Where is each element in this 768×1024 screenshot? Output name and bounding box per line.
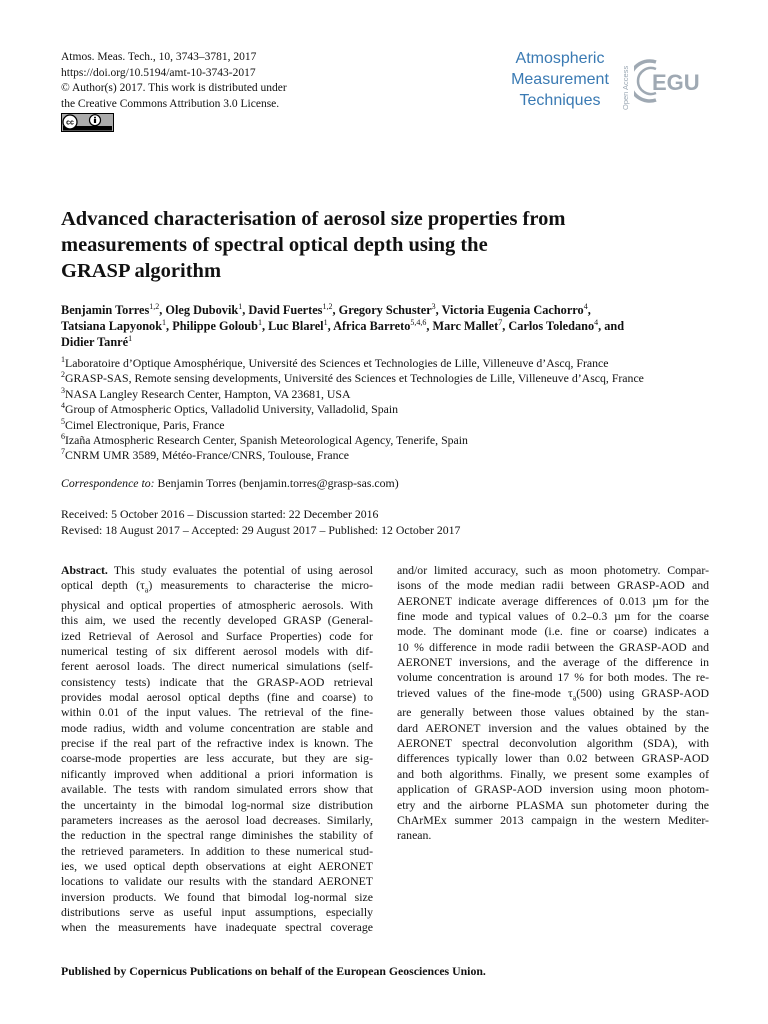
abstract-line: the retrieved parameters. In addition to these numerical stud- (61, 843, 373, 858)
abstract-line: ized Retrieval of Aerosol and Surface Properties) code for (61, 628, 373, 643)
cc-by-badge-icon[interactable] (61, 113, 114, 132)
abstract-line: trieved values of the fine-mode $\tau_a(500)$ using GRASP-AOD (397, 685, 710, 703)
abstract-line: provides modal aerosol optical depths (fine and coarse) to (61, 690, 373, 705)
svg-text:Open Access: Open Access (621, 65, 630, 110)
citation-doi[interactable]: https://doi.org/10.5194/amt-10-3743-2017 (61, 66, 256, 79)
abstract-column-left (61, 563, 373, 936)
abstract-line: consistency tests) indicate that the GRASP-AOD retrieval (61, 674, 373, 689)
journal-logo-text: Atmospheric Measurement Techniques (511, 50, 609, 109)
abstract-line: dard AERONET inversion and the values obtained by the (397, 720, 709, 735)
abstract-label: Abstract. (61, 563, 108, 577)
abstract-line: isons of the mode median radii between GRASP-AOD and (397, 578, 709, 593)
citation-journal: Atmos. Meas. Tech., 10, 3743–3781, 2017 (61, 51, 257, 63)
publisher-footer: Published by Copernicus Publications on behalf of the European Geosciences Union. (61, 964, 486, 978)
correspondence-label: Correspondence to: (61, 476, 155, 490)
svg-text:EGU: EGU (652, 70, 700, 95)
abstract-line: and/or limited accuracy, such as moon photometry. Compar- (397, 563, 709, 577)
abstract-line: optical depth $(\tau_a)$ measurements to characterise the micro- (61, 578, 373, 595)
correspondence-text[interactable]: Benjamin Torres (benjamin.torres@grasp-sas.com) (157, 476, 399, 490)
citation-license: the Creative Commons Attribution 3.0 License. (61, 98, 280, 111)
abstract-line: ferent aerosol loads. The direct numerical simulations (self- (61, 659, 373, 674)
affiliation-item: $^2$GRASP-SAS, Remote sensing developments, Université des Sciences et Technologies de Lille, Villeneuve d’Ascq, France (61, 370, 644, 386)
abstract-line: Abstract. This study evaluates the potential of using aerosol (61, 563, 373, 577)
abstract-line: the uncertainty in the bimodal log-normal size distribution (61, 797, 373, 812)
abstract-line: nificantly improved when additional a priori information is (61, 766, 373, 781)
publication-dates (61, 506, 460, 538)
abstract-line: available. The tests with random simulated errors show that (61, 782, 373, 797)
abstract-line: parameters increases as the aerosol load decreases. Similarly, (61, 812, 373, 827)
author-line-3: Didier Tanré$^1$ (61, 333, 133, 349)
abstract-line: AERONET spectral deconvolution algorithm (SDA), with (397, 736, 709, 751)
correspondence (61, 476, 399, 491)
abstract-line: distributions serve as useful input assumptions, especially (61, 904, 373, 919)
affiliation-item: $^7$CNRM UMR 3589, Météo-France/CNRS, Toulouse, France (61, 447, 350, 463)
abstract-line: are generally between those values obtained by the stan- (397, 705, 709, 720)
affiliation-item: $^6$Izaña Atmospheric Research Center, Spanish Meteorological Agency, Tenerife, Spain (61, 432, 468, 448)
author-line-1: Benjamin Torres$^{1,2}$, Oleg Dubovik$^1$, David Fuertes$^{1,2}$, Gregory Schuster$^3$, Victoria Eugenia Cachorro$^4$, (61, 301, 591, 317)
abstract-line: mode radius, width and volume concentration are stable and (61, 720, 373, 735)
author-list (61, 302, 711, 350)
abstract-line: etry and the airborne PLASMA sun photometer during the (397, 797, 709, 812)
abstract-line: AERONET indicate average differences of 0.013 µm for the (397, 593, 709, 608)
affiliation-list (61, 356, 721, 464)
affiliation-item: $^4$Group of Atmospheric Optics, Valladolid University, Valladolid, Spain (61, 401, 399, 417)
affiliation-item: $^3$NASA Langley Research Center, Hampton, VA 23681, USA (61, 385, 351, 401)
citation-block (61, 50, 287, 113)
abstract-line: when the measurements have inadequate spectral coverage (61, 920, 373, 935)
abstract-line: mode. The dominant mode (i.e. fine or coarse) indicates a (397, 624, 709, 639)
affiliation-item: $^1$Laboratoire d’Optique Amosphérique, Université des Sciences et Technologies de Lille, Villeneuve d’Ascq, France (61, 355, 609, 370)
received-line: Received: 5 October 2016 – Discussion started: 22 December 2016 (61, 507, 379, 521)
affiliation-item: $^5$Cimel Electronique, Paris, France (61, 416, 225, 432)
abstract-line: physical and optical properties of atmospheric aerosols. With (61, 598, 373, 613)
abstract-line: within 0.01 of the input values. The retrieval of the fine- (61, 705, 373, 720)
open-access-label (619, 52, 631, 112)
citation-copyright: © Author(s) 2017. This work is distributed under (61, 82, 287, 95)
abstract-line: ChArMEx summer 2013 campaign in the western Mediter- (397, 812, 709, 827)
abstract-line: and both algorithms. Finally, we present some examples of (397, 766, 709, 781)
abstract-line: application of GRASP-AOD inversion using moon photom- (397, 782, 709, 797)
abstract-line: differences typically lower than 0.02 between GRASP-AOD (397, 751, 709, 766)
abstract-line: locations to validate our results with the standard AERONET (61, 874, 373, 889)
egu-logo-icon (634, 56, 710, 106)
svg-text:cc: cc (66, 119, 74, 127)
revised-line: Revised: 18 August 2017 – Accepted: 29 August 2017 – Published: 12 October 2017 (61, 523, 461, 537)
abstract-line: inversion products. We found that bimodal log-normal size (61, 889, 373, 904)
abstract-column-right (397, 563, 709, 844)
author-line-2: Tatsiana Lapyonok$^1$, Philippe Goloub$^1$, Luc Blarel$^1$, Africa Barreto$^{5,4,6}$, Marc Mallet$^7$, Carlos Toledano$^4$, and (61, 317, 625, 333)
abstract-line: coarse-mode properties are less accurate, but they are sig- (61, 751, 373, 766)
abstract-line: precise if the real part of the refractive index is known. The (61, 736, 373, 751)
abstract-line: AERONET inversions, and the average of the difference in (397, 655, 709, 670)
abstract-line: volume concentration is around 17 % for both modes. The re- (397, 670, 709, 685)
abstract-line: fine mode and typical values of 0.2–0.3 µm for the coarse (397, 609, 709, 624)
article-title: Advanced characterisation of aerosol size properties from measurements of spectral optical depth using the GRASP algorithm (61, 208, 566, 282)
abstract-line: numerical testing of six different aerosol models with dif- (61, 644, 373, 659)
abstract-line: the reduction in the spectral range diminishes the stability of (61, 828, 373, 843)
abstract-line: 10 % difference in mode radii between the GRASP-AOD and (397, 639, 709, 654)
abstract-line: ranean. (397, 828, 432, 843)
abstract-line: ies, we used optical depth observations at eight AERONET (61, 858, 373, 873)
abstract-line: this aim, we used the recently developed GRASP (General- (61, 613, 373, 628)
